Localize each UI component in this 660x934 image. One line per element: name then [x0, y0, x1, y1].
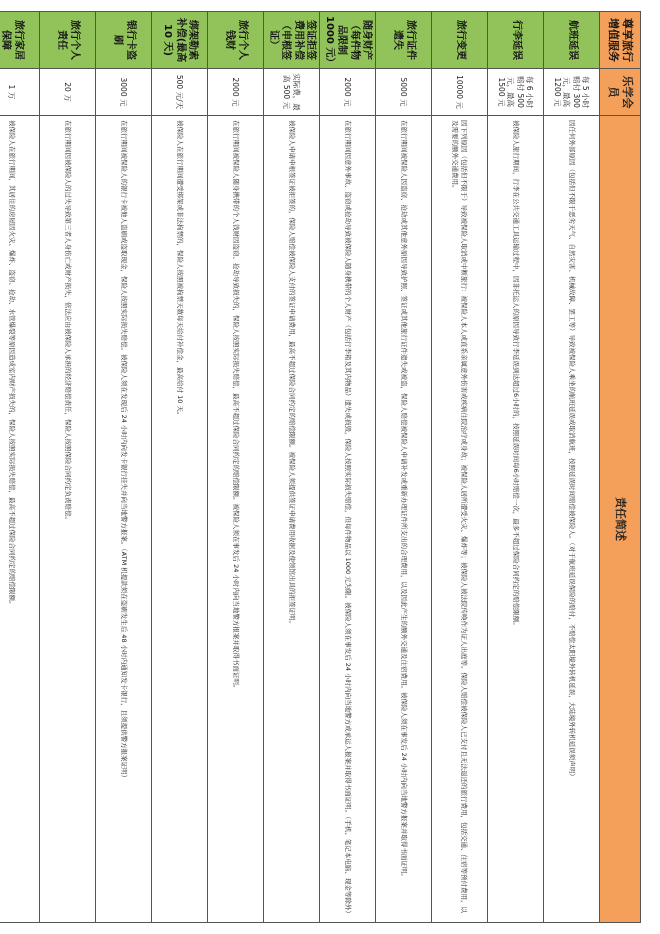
- table-row: [40, 12, 96, 923]
- row-description: 在旅行期间因意外事故、盗窃或抢劫导致被保险人随身携带的个人财产（包括行李箱及其内物品）遗失或损毁，保险人按照实际损失赔偿，但每件物品以 1000 元为限。被保险人须在事发后 24 小时内向当地警方或承运人报案并取得书面证明。（手机、笔记本电脑、现金等除外）: [320, 116, 376, 923]
- row-amount: 20 万: [40, 69, 96, 116]
- row-amount: 5000 元: [376, 69, 432, 116]
- row-amount: 每 5 小时赔付 300 元，最高 1200 元: [544, 69, 600, 116]
- table-row: [208, 12, 264, 923]
- row-amount: 实际费，最高 500 元: [264, 69, 320, 116]
- table-row: [0, 12, 40, 923]
- row-service-name: 随身财产（每件物品限制 1000 元）: [320, 12, 376, 69]
- row-description: 因下列原因（包括但不限于）导致被保险人取消或中断旅行：被保险人本人或直系亲属意外伤害或疾病住院治疗或身故；被保险人居所遭受火灾、爆炸等；被保险人被法院传唤作为证人出庭等。保险人赔偿被保险人已支付且无法退还的旅行费用，包括交通、住宿等预付费用，以及需要的额外交通费用。: [432, 116, 488, 923]
- row-description: 被保险人旅行期间，行李在公共交通工具运输过程中，因非托运人的原因导致行李延误到达超过6小时的，按照延误时间每6小时赔偿一次，最多不超过保险合同约定的赔偿限额。: [488, 116, 544, 923]
- row-service-name: 旅行个人责任: [40, 12, 96, 69]
- row-service-name: 行李延误: [488, 12, 544, 69]
- row-amount: 1 万: [0, 69, 40, 116]
- row-service-name: 旅行个人钱财: [208, 12, 264, 69]
- table-row: [488, 12, 544, 923]
- benefits-table: [0, 11, 641, 923]
- row-service-name: 航班延误: [544, 12, 600, 69]
- row-service-name: 绑架勒索补偿(最高 10 天): [152, 12, 208, 69]
- row-service-name: 签证拒签费用补偿（申根签证）: [264, 12, 320, 69]
- table-row: [376, 12, 432, 923]
- header-description: 责任简述: [600, 116, 641, 923]
- row-amount: 每 6 小时赔付 500 元，最高 1500 元: [488, 69, 544, 116]
- table-row: [264, 12, 320, 923]
- header-plan: 乐学会员: [600, 69, 641, 116]
- row-amount: 500 元/天: [152, 69, 208, 116]
- row-description: 被保险人在旅行期间遭受绑架或非法拘禁的，保险人按照被拘禁天数每天给付补偿金，最高给付 10 天。: [152, 116, 208, 923]
- table-header-row: [600, 12, 641, 923]
- table-row: [320, 12, 376, 923]
- row-amount: 10000 元: [432, 69, 488, 116]
- table-row: [96, 12, 152, 923]
- row-service-name: 银行卡盗刷: [96, 12, 152, 69]
- row-service-name: 旅行家居保障: [0, 12, 40, 69]
- row-description: 被保险人在旅行期间，其居住的房屋因火灾、爆炸、盗窃、抢劫、水管爆裂等原因造成室内财产损失的，保险人按照实际损失赔偿，最高不超过保险合同约定的赔偿限额。: [0, 116, 40, 923]
- row-service-name: 旅行证件遗失: [376, 12, 432, 69]
- header-service: 尊享旅行增值服务: [600, 12, 641, 69]
- row-description: 在旅行期间被保险人随身携带的个人钱财因盗窃、抢劫导致损失的，保险人按照实际损失赔偿，最高不超过保险合同约定的赔偿限额。被保险人须在事发后 24 小时内向当地警方报案并取得书面证明。: [208, 116, 264, 923]
- table-row: [432, 12, 488, 923]
- row-amount: 2000 元: [320, 69, 376, 116]
- row-amount: 2000 元: [208, 69, 264, 116]
- row-service-name: 旅行变更: [432, 12, 488, 69]
- row-description: 在旅行期间因被保险人的过失导致第三者人身伤亡或财产损失，依法应由被保险人承担的经济赔偿责任，保险人按照保险合同约定负责赔偿。: [40, 116, 96, 923]
- row-amount: 3000 元: [96, 69, 152, 116]
- row-description: 因任何外部原因（包括但不限于恶劣天气、自然灾害、机械故障、罢工等）导致被保险人乘坐的航班延误或取消航班，按照延误时间赔偿被保险人。（对于航班延误保险的赔付，不赔偿太阳境外转机延误，大陆境外转机延误须声明）: [544, 116, 600, 923]
- row-description: 在旅行期间被保险人因盗窃、抢劫或其他意外原因导致护照、签证或其他旅行证件遗失或被盗，保险人赔偿被保险人申请补发或重新办理证件所支出的合理费用，以及因此产生的额外交通及住宿费用。被保险人须在事发后 24 小时内向当地警方报案并取得书面证明。: [376, 116, 432, 923]
- row-description: 在旅行期间被保险人的银行卡被他人盗刷或盗取现金，保险人按照实际损失赔偿。被保险人须在发现后 24 小时内向发卡银行挂失并向当地警方报案。（ATM 机提款须在盗刷发生后 48 小时内通知发卡银行，且须提供警方报案证明）: [96, 116, 152, 923]
- table-row: [152, 12, 208, 923]
- row-description: 被保险人申请申根签证被拒签的，保险人赔偿被保险人支付的签证申请费用，最高不超过保险合同约定的赔偿限额。被保险人须提供签证申请费用收据及使领馆出具的拒签证明。: [264, 116, 320, 923]
- table-row: [544, 12, 600, 923]
